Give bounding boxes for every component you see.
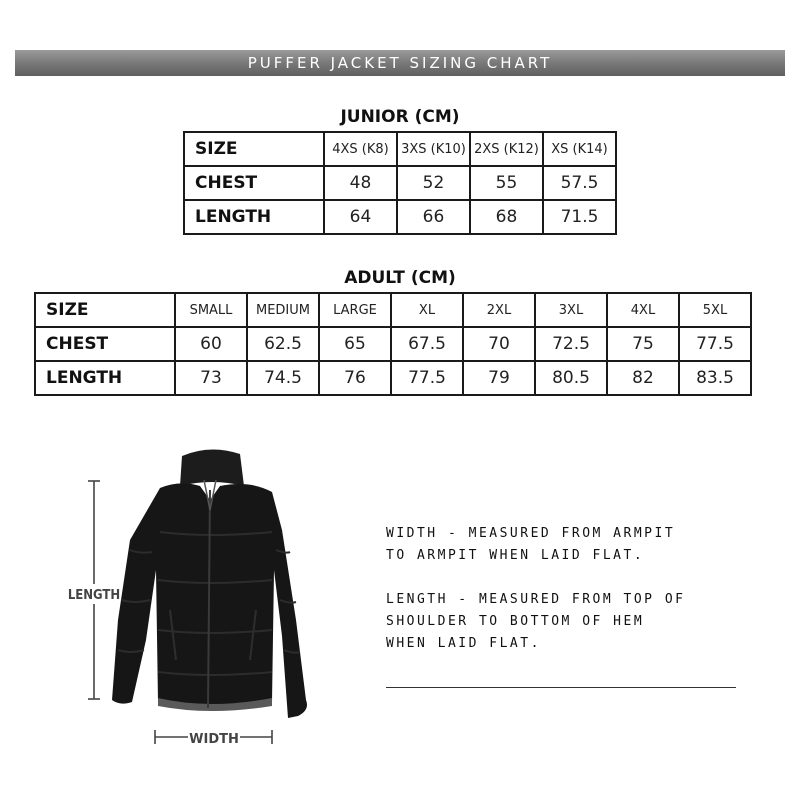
table-cell: 76	[319, 361, 391, 395]
row-header-chest: CHEST	[35, 327, 175, 361]
size-column-header: 2XL	[463, 293, 535, 327]
measurement-notes	[386, 523, 786, 677]
table-cell: 74.5	[247, 361, 319, 395]
size-column-header: LARGE	[319, 293, 391, 327]
table-row	[184, 132, 616, 166]
table-cell: 83.5	[679, 361, 751, 395]
table-cell: 82	[607, 361, 679, 395]
table-row	[184, 200, 616, 234]
table-cell: 71.5	[543, 200, 616, 234]
row-header-length: LENGTH	[184, 200, 324, 234]
table-cell: 68	[470, 200, 543, 234]
table-cell: 67.5	[391, 327, 463, 361]
table-cell: 77.5	[679, 327, 751, 361]
width-note: WIDTH - MEASURED FROM ARMPIT TO ARMPIT WHEN LAID FLAT.	[386, 526, 676, 563]
jacket-body	[112, 449, 307, 718]
table-cell: 75	[607, 327, 679, 361]
table-cell: 77.5	[391, 361, 463, 395]
row-header-length: LENGTH	[35, 361, 175, 395]
width-label: WIDTH	[189, 732, 239, 747]
adult-section-title: ADULT (CM)	[344, 268, 456, 288]
size-column-header: XL	[391, 293, 463, 327]
chart-title: PUFFER JACKET SIZING CHART	[247, 54, 553, 72]
size-column-header: SMALL	[175, 293, 247, 327]
divider-line	[386, 687, 736, 688]
table-cell: 79	[463, 361, 535, 395]
chart-banner	[15, 50, 785, 76]
adult-size-table	[34, 292, 752, 396]
table-cell: 62.5	[247, 327, 319, 361]
size-column-header: XS (K14)	[543, 132, 616, 166]
table-cell: 57.5	[543, 166, 616, 200]
table-cell: 66	[397, 200, 470, 234]
size-column-header: 3XS (K10)	[397, 132, 470, 166]
row-header-size: SIZE	[35, 293, 175, 327]
row-header-chest: CHEST	[184, 166, 324, 200]
table-row	[184, 166, 616, 200]
size-column-header: 4XL	[607, 293, 679, 327]
table-cell: 64	[324, 200, 397, 234]
table-cell: 55	[470, 166, 543, 200]
jacket-figure	[60, 440, 360, 760]
row-header-size: SIZE	[184, 132, 324, 166]
table-cell: 80.5	[535, 361, 607, 395]
size-column-header: 4XS (K8)	[324, 132, 397, 166]
size-column-header: 2XS (K12)	[470, 132, 543, 166]
size-column-header: 3XL	[535, 293, 607, 327]
table-cell: 52	[397, 166, 470, 200]
table-cell: 73	[175, 361, 247, 395]
table-row	[35, 293, 751, 327]
length-label: LENGTH	[67, 588, 121, 603]
table-row	[35, 327, 751, 361]
table-cell: 65	[319, 327, 391, 361]
junior-size-table	[183, 131, 617, 235]
table-cell: 70	[463, 327, 535, 361]
length-note: LENGTH - MEASURED FROM TOP OF SHOULDER TO BOTTOM OF HEM WHEN LAID FLAT.	[386, 592, 686, 651]
table-row	[35, 361, 751, 395]
table-cell: 60	[175, 327, 247, 361]
junior-section-title: JUNIOR (CM)	[340, 107, 460, 127]
table-cell: 48	[324, 166, 397, 200]
table-cell: 72.5	[535, 327, 607, 361]
size-column-header: MEDIUM	[247, 293, 319, 327]
jacket-illustration	[60, 440, 360, 760]
size-column-header: 5XL	[679, 293, 751, 327]
